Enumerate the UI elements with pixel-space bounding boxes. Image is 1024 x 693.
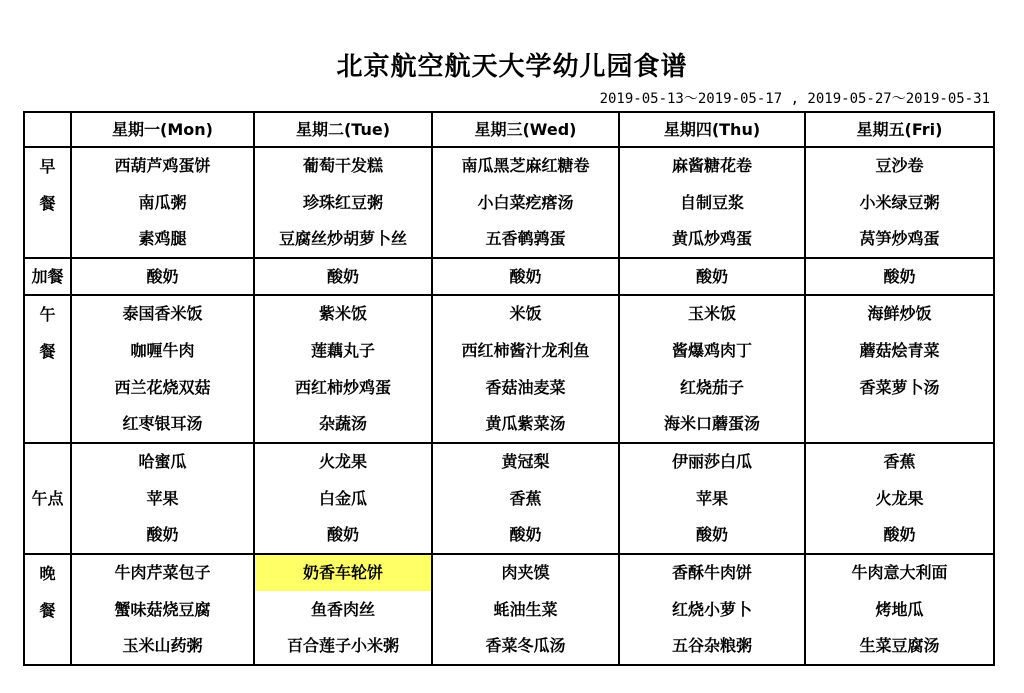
dish-cell: 香菇油麦菜: [432, 369, 619, 406]
dish-cell: 咖喱牛肉: [71, 332, 254, 369]
dish-cell: 香蕉: [805, 443, 994, 480]
dish-cell: 酸奶: [254, 517, 432, 554]
dish-cell: 肉夹馍: [432, 554, 619, 591]
dish-cell: 苹果: [71, 480, 254, 517]
dish-cell: 酸奶: [254, 258, 432, 295]
dish-cell: 蚝油生菜: [432, 591, 619, 628]
meal-label-char: 餐: [39, 194, 56, 213]
meal-label-char: 早: [39, 157, 56, 176]
menu-row-snack: [24, 258, 994, 295]
dish-cell: 酸奶: [619, 258, 805, 295]
meal-label-char: 午: [39, 305, 56, 324]
dish-cell: 玉米山药粥: [71, 628, 254, 665]
dish-cell: 白金瓜: [254, 480, 432, 517]
dish-cell: 莴笋炒鸡蛋: [805, 221, 994, 258]
day-header: 星期一(Mon): [71, 112, 254, 147]
dish-cell: 小米绿豆粥: [805, 184, 994, 221]
dish-cell: 酸奶: [71, 517, 254, 554]
meal-label-afternoon: 午点: [24, 443, 71, 554]
dish-cell: 酸奶: [432, 517, 619, 554]
dish-cell: 火龙果: [805, 480, 994, 517]
menu-row-lunch: [24, 369, 994, 406]
dish-cell: 海米口蘑蛋汤: [619, 406, 805, 443]
dish-cell: 酸奶: [805, 517, 994, 554]
dish-cell: 红烧小萝卜: [619, 591, 805, 628]
dish-cell: 海鲜炒饭: [805, 295, 994, 332]
dish-cell: 香菜萝卜汤: [805, 369, 994, 406]
menu-row-lunch: [24, 332, 994, 369]
meal-label-snack: 加餐: [24, 258, 71, 295]
dish-cell: 哈蜜瓜: [71, 443, 254, 480]
menu-row-breakfast: [24, 221, 994, 258]
meal-label-char: 晚: [39, 564, 56, 583]
dish-cell: 自制豆浆: [619, 184, 805, 221]
dish-cell: 红枣银耳汤: [71, 406, 254, 443]
dish-cell: 米饭: [432, 295, 619, 332]
dish-cell: 酸奶: [71, 258, 254, 295]
dish-cell: 烤地瓜: [805, 591, 994, 628]
dish-cell: 苹果: [619, 480, 805, 517]
dish-cell: 酱爆鸡肉丁: [619, 332, 805, 369]
dish-cell: [805, 406, 994, 443]
dish-cell: 珍珠红豆粥: [254, 184, 432, 221]
day-header: 星期三(Wed): [432, 112, 619, 147]
menu-row-lunch: [24, 406, 994, 443]
dish-cell: 百合莲子小米粥: [254, 628, 432, 665]
dish-cell: 豆沙卷: [805, 147, 994, 184]
dish-cell: 香蕉: [432, 480, 619, 517]
menu-body: [24, 112, 994, 665]
dish-cell: 莲藕丸子: [254, 332, 432, 369]
dish-cell: 黄瓜炒鸡蛋: [619, 221, 805, 258]
dish-cell: 香菜冬瓜汤: [432, 628, 619, 665]
dish-cell: 牛肉意大利面: [805, 554, 994, 591]
day-header: 星期五(Fri): [805, 112, 994, 147]
menu-row-dinner: [24, 591, 994, 628]
corner-cell: [24, 112, 71, 147]
dish-cell: 酸奶: [619, 517, 805, 554]
dish-cell: 玉米饭: [619, 295, 805, 332]
dish-cell: 伊丽莎白瓜: [619, 443, 805, 480]
dish-cell: 火龙果: [254, 443, 432, 480]
meal-label-dinner: [24, 554, 71, 665]
dish-cell: 生菜豆腐汤: [805, 628, 994, 665]
dish-cell: 牛肉芹菜包子: [71, 554, 254, 591]
dish-cell: 黄冠梨: [432, 443, 619, 480]
page-title: 北京航空航天大学幼儿园食谱: [336, 52, 688, 82]
dish-cell: 素鸡腿: [71, 221, 254, 258]
meal-label-breakfast: [24, 147, 71, 258]
dish-cell: 酸奶: [432, 258, 619, 295]
dish-cell: 葡萄干发糕: [254, 147, 432, 184]
dish-cell: 南瓜黑芝麻红糖卷: [432, 147, 619, 184]
header-row: [24, 112, 994, 147]
dish-cell: 西红柿酱汁龙利鱼: [432, 332, 619, 369]
dish-cell-highlighted: 奶香车轮饼: [254, 554, 432, 591]
menu-row-lunch: [24, 295, 994, 332]
menu-row-dinner: [24, 554, 994, 591]
menu-row-breakfast: [24, 147, 994, 184]
day-header: 星期四(Thu): [619, 112, 805, 147]
menu-row-afternoon: [24, 517, 994, 554]
meal-label-lunch: [24, 295, 71, 443]
menu-row-afternoon: [24, 480, 994, 517]
dish-cell: 西红柿炒鸡蛋: [254, 369, 432, 406]
menu-table: [23, 111, 995, 666]
dish-cell: 红烧茄子: [619, 369, 805, 406]
dish-cell: 五谷杂粮粥: [619, 628, 805, 665]
dish-cell: 麻酱糖花卷: [619, 147, 805, 184]
menu-row-dinner: [24, 628, 994, 665]
date-range: 2019-05-13～2019-05-17 , 2019-05-27～2019-05-31: [599, 91, 990, 107]
dish-cell: 黄瓜紫菜汤: [432, 406, 619, 443]
menu-row-breakfast: [24, 184, 994, 221]
dish-cell: 南瓜粥: [71, 184, 254, 221]
dish-cell: 泰国香米饭: [71, 295, 254, 332]
dish-cell: 五香鹌鹑蛋: [432, 221, 619, 258]
dish-cell: 蘑菇烩青菜: [805, 332, 994, 369]
dish-cell: 酸奶: [805, 258, 994, 295]
day-header: 星期二(Tue): [254, 112, 432, 147]
dish-cell: 小白菜疙瘩汤: [432, 184, 619, 221]
dish-cell: 豆腐丝炒胡萝卜丝: [254, 221, 432, 258]
menu-row-afternoon: [24, 443, 994, 480]
meal-label-char: 餐: [39, 342, 56, 361]
dish-cell: 杂蔬汤: [254, 406, 432, 443]
dish-cell: 紫米饭: [254, 295, 432, 332]
dish-cell: 蟹味菇烧豆腐: [71, 591, 254, 628]
dish-cell: 鱼香肉丝: [254, 591, 432, 628]
meal-label-char: 餐: [39, 601, 56, 620]
dish-cell: 西兰花烧双菇: [71, 369, 254, 406]
dish-cell: 西葫芦鸡蛋饼: [71, 147, 254, 184]
dish-cell: 香酥牛肉饼: [619, 554, 805, 591]
